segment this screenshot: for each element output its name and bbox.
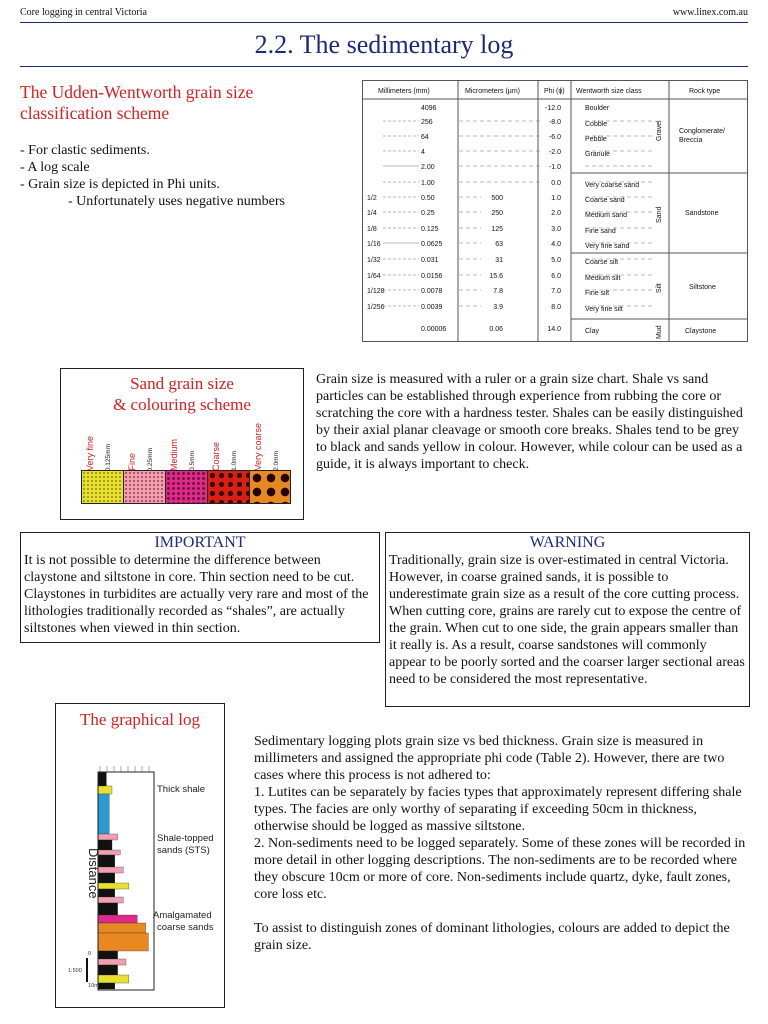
cell-um: 31 [495,257,503,264]
cell-phi: 4.0 [551,241,561,248]
bullet-3: - Grain size is depicted in Phi units. [20,177,220,192]
cell-frac: 1/64 [367,273,381,280]
log-para-2: 1. Lutites can be separately by facies types that approximately represent differing shale types. The facies are only worthy of separating if exceeding 50cm in thickness, otherwise should be logged as massive siltstone. [254,785,742,834]
cell-class: Very coarse sand [585,182,640,189]
sand-class-size: 0.5mm [189,451,196,471]
cell-class: Very fine silt [585,306,623,313]
log-bed [98,959,126,965]
warning-title: WARNING [529,534,606,551]
cell-phi: 3.0 [551,226,561,233]
cell-mm: 0.031 [421,257,439,264]
cell-mm: 0.0156 [421,273,443,280]
cell-um: 125 [491,226,503,233]
log-bed [98,933,148,951]
log-bed [98,983,115,989]
log-bed [98,772,106,786]
log-bed [98,923,146,933]
cell-phi: 2.0 [551,210,561,217]
cell-mm: 0.125 [421,226,439,233]
sand-class-size: 0.125mm [105,443,112,471]
sand-title-1: Sand grain size [130,374,234,393]
th-rock: Rock type [689,88,721,95]
warning-text: Traditionally, grain size is over-estimated in central Victoria. However, in coarse grained sands, it is possible to underestimate grain size as a result of the core cutting process. When cutting core, grains are rarely cut to expose the centre of the grain. When cut to one side, the grain appears smaller than it really is. As a result, coarse sandstones will commonly appear to be poorly sorted and the coarser larger sectional areas need to be considered the most representative. [389,553,745,687]
log-bed [98,903,118,915]
cell-frac: 1/256 [367,304,385,311]
cell-class: Medium silt [585,275,621,282]
important-title: IMPORTANT [154,534,246,551]
bullet-2: - A log scale [20,160,90,175]
cell-frac: 1/32 [367,257,381,264]
th-phi: Phi (ɸ) [544,88,565,95]
sand-class-size: 1.0mm [231,451,238,471]
sand-labels [81,421,291,471]
cell-mm: 0.0039 [421,304,443,311]
cell-frac: 1/16 [367,241,381,248]
grain-table-svg [363,81,747,341]
th-um: Micrometers (µm) [465,88,520,95]
cell-mm: 4096 [421,105,437,112]
cell-phi: -2.0 [548,149,561,156]
group-mud: Mud [656,325,663,339]
scale-ten: 10m [88,983,99,989]
cell-mm: 256 [421,119,433,126]
grain-size-paragraph: Grain size is measured with a ruler or a grain size chart. Shale vs sand particles can be established through experience from rubbing the core or scratching the core with a hardness tester. Shales can be easily distinguished by their axial planar cleavage or smooth core breaks. Shales tend to be grey to black and sands yellow in colour. However, while colour can be used as a guide, it is always important to check. [316,372,743,472]
label-thick-shale: Thick shale [157,784,206,795]
udden-bullets [20,142,340,210]
important-box [20,532,380,643]
cell-phi: 14.0 [547,326,561,333]
cell-mm: 0.0078 [421,288,443,295]
header-right[interactable]: www.linex.com.au [672,7,748,18]
rock-conglomerate: Conglomerate/ [679,128,725,135]
cell-um: 7.8 [493,288,503,295]
swatch-coarse [208,471,250,504]
cell-class: Granule [585,151,610,158]
cell-class: Fine sand [585,228,616,235]
cell-mm: 4 [421,149,425,156]
cell-phi: 5.0 [551,257,561,264]
bullet-4: - Unfortunately uses negative numbers [68,194,285,209]
cell-phi: 8.0 [551,304,561,311]
group-gravel: Gravel [656,120,663,141]
log-bed [98,786,112,794]
swatch-very-coarse [250,471,291,504]
log-bed [98,965,118,975]
cell-mm: 0.0625 [421,241,443,248]
important-text: It is not possible to determine the difference between claystone and siltstone in core. Thin section need to be cut. Claystones in turbidites are actually very rare and most of the lithologies traditionally recorded as “shales”, are actually siltstones when viewed in thin section. [24,553,369,636]
log-para-4: To assist to distinguish zones of dominant lithologies, colours are added to depict the grain size. [254,921,730,953]
cell-um: 500 [491,195,503,202]
log-bed [98,975,129,983]
cell-mm: 0.00006 [421,326,447,333]
cell-frac: 1/8 [367,226,377,233]
cell-mm: 1.00 [421,180,435,187]
graphical-log-title: The graphical log [80,710,200,729]
log-para-1: Sedimentary logging plots grain size vs bed thickness. Grain size is measured in millimeters and assigned the appropriate phi code (Table 2). However, there are two cases where this process is not adhered to: [254,734,725,783]
distance-axis-label: Distance [86,848,101,899]
sand-scheme-title [61,373,303,415]
cell-class: Fine silt [585,290,610,297]
cell-mm: 2.00 [421,164,435,171]
sand-class-size: 0.25mm [147,447,154,471]
log-bed [98,915,137,923]
cell-mm: 0.25 [421,210,435,217]
sand-class-label: Fine [127,453,137,471]
label-amalg-2: coarse sands [157,922,214,933]
cell-class: Boulder [585,105,610,112]
scale-zero: 0 [88,951,92,957]
sand-class-label: Medium [169,438,179,471]
rock-claystone: Claystone [685,328,717,335]
warning-box [385,532,750,707]
cell-um: 3.9 [493,304,503,311]
group-silt: Silt [656,283,663,293]
cell-class: Very fine sand [585,243,630,250]
cell-phi: 1.0 [551,195,561,202]
scale-ratio: 1:500 [68,968,82,974]
th-mm: Millimeters (mm) [378,88,430,95]
log-bed [98,834,118,840]
swatch-very-fine [82,471,124,504]
log-bed [98,883,129,889]
cell-phi: 7.0 [551,288,561,295]
graphical-log-box [55,703,225,1008]
cell-um: 63 [495,241,503,248]
log-bed [98,794,109,834]
cell-mm: 64 [421,134,429,141]
bullet-1: - For clastic sediments. [20,143,150,158]
graphical-log-svg [56,736,224,1006]
sand-class-size: 2.0mm [273,451,280,471]
cell-phi: -1.0 [548,164,561,171]
label-sts-1: Shale-topped [157,833,214,844]
cell-class: Clay [585,328,600,335]
rock-siltstone: Siltstone [689,284,716,291]
cell-class: Pebble [585,136,607,143]
cell-mm: 0.50 [421,195,435,202]
sand-class-label: Very fine [85,435,95,471]
title-rule [20,66,748,67]
label-sts-2: sands (STS) [157,845,210,856]
cell-frac: 1/2 [367,195,377,202]
rock-sandstone: Sandstone [685,210,719,217]
cell-um: 250 [491,210,503,217]
sand-class-label: Very coarse [253,423,263,471]
swatch-medium [166,471,208,504]
cell-class: Medium sand [585,212,628,219]
page-title: 2.2. The sedimentary log [254,30,514,59]
cell-phi: -12.0 [545,105,561,112]
cell-frac: 1/128 [367,288,385,295]
cell-phi: 6.0 [551,273,561,280]
log-bed [98,951,118,959]
header-left: Core logging in central Victoria [20,7,147,18]
cell-phi: -8.0 [548,119,561,126]
label-amalg-1: Amalgamated [153,910,212,921]
cell-frac: 1/4 [367,210,377,217]
th-class: Wentworth size class [576,88,642,95]
header-rule [20,22,748,23]
cell-phi: 0.0 [551,180,561,187]
cell-class: Coarse silt [585,259,619,266]
sand-class-label: Coarse [211,441,221,471]
sand-swatches [81,470,291,504]
cell-um: 0.06 [489,326,503,333]
sand-title-2: & colouring scheme [113,395,251,414]
rock-breccia: Breccia [679,137,703,144]
cell-um: 15.6 [489,273,503,280]
udden-heading: The Udden-Wentworth grain size classification scheme [20,82,254,123]
cell-class: Coarse sand [585,197,625,204]
sand-scheme-box [60,368,304,520]
log-paragraphs [254,733,752,954]
swatch-fine [124,471,166,504]
log-para-3: 2. Non-sediments need to be logged separately. Some of these zones will be recorded in more detail in other logging descriptions. The non-sediments are to be recorded where they obscure 10cm or more of core. Non-sediments include quartz, dyke, fault zones, core loss etc. [254,836,746,902]
cell-phi: -6.0 [548,134,561,141]
cell-class: Cobble [585,121,608,128]
group-sand: Sand [656,206,663,223]
grain-size-table [362,80,748,342]
